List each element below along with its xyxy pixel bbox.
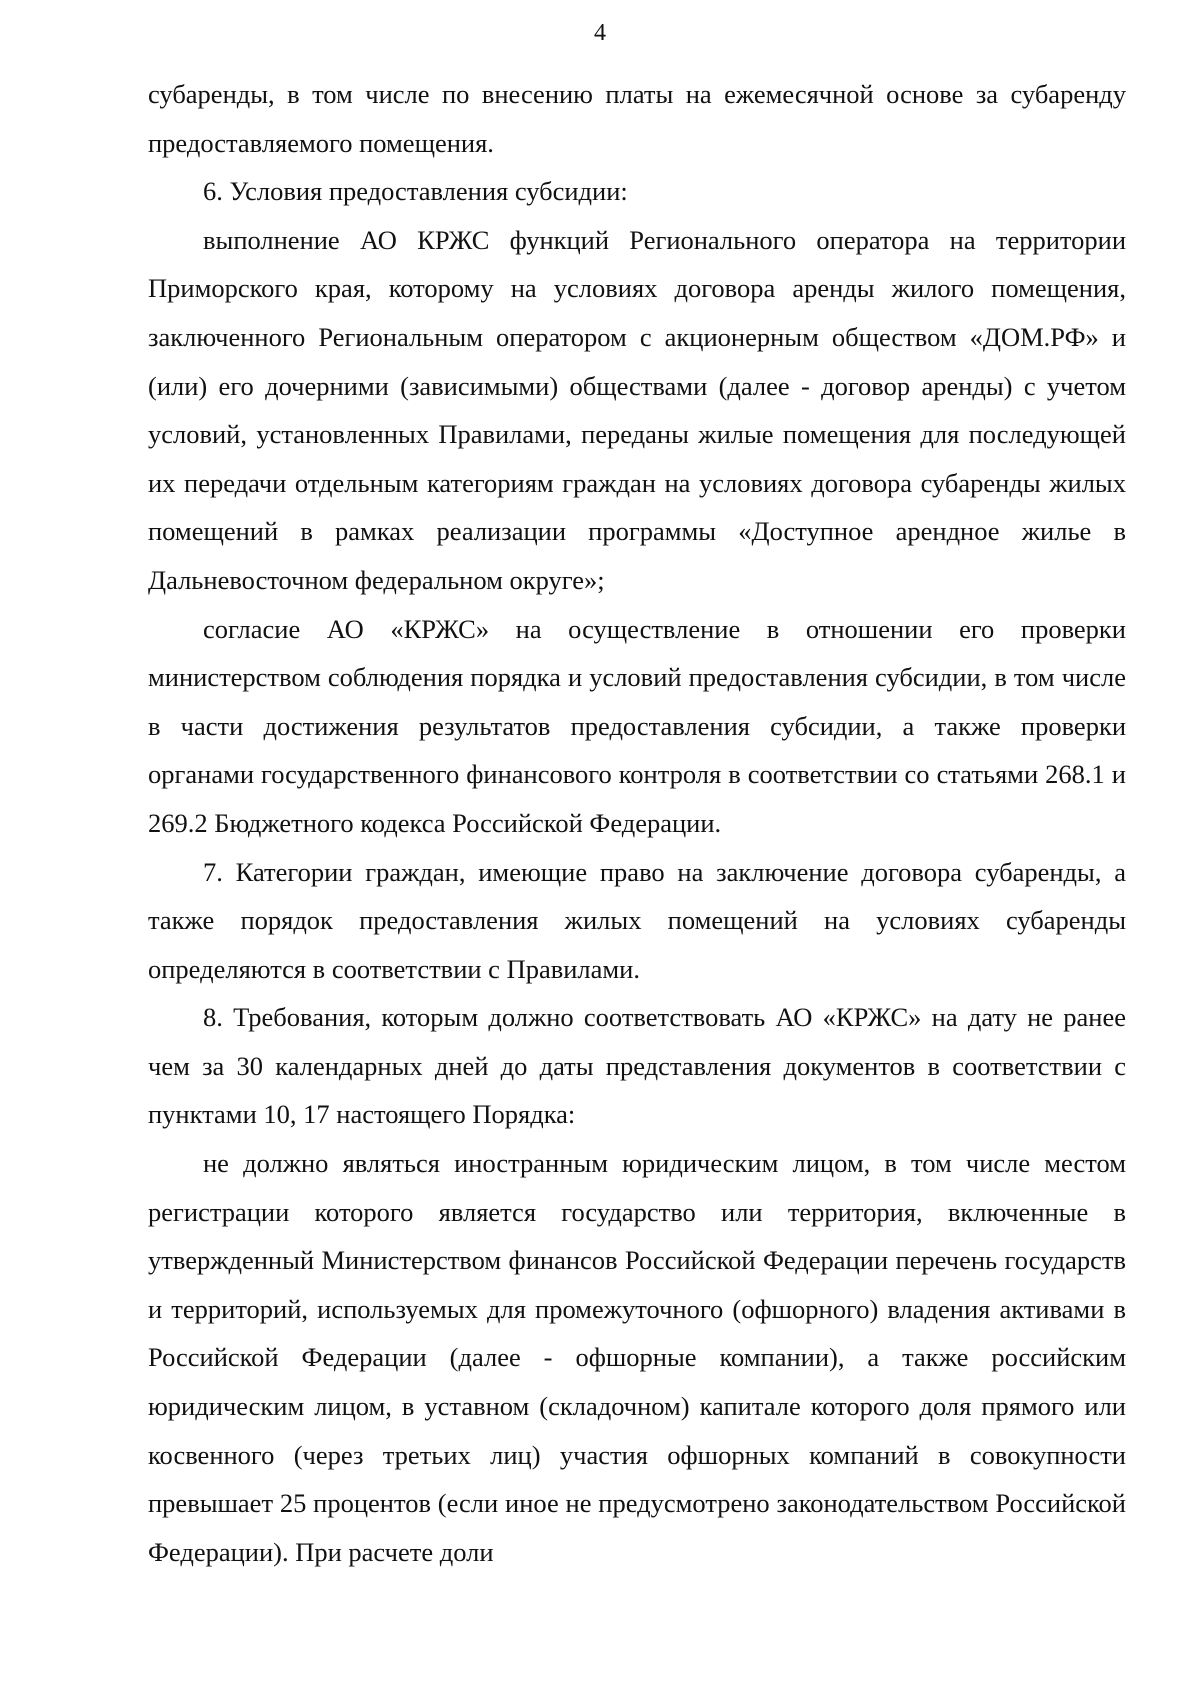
paragraph-6-condition-2: согласие АО «КРЖС» на осуществление в отношении его проверки министерством соблюдения порядка и условий предоставления субсидии, в том числе в части достижения результатов предоставления субсидии, а также проверки органами государственного финансового контроля в соответствии со статьями 268.1 и 269.2 Бюджетного кодекса Российской Федерации. bbox=[148, 613, 1126, 838]
paragraph-7: 7. Категории граждан, имеющие право на заключение договора субаренды, а также порядок предоставления жилых помещений на условиях субаренды определяются в соответствии с Правилами. bbox=[148, 856, 1126, 984]
document-body bbox=[148, 70, 1126, 1576]
paragraph-8-requirement-1: не должно являться иностранным юридическим лицом, в том числе местом регистрации которого является государство или территория, включенные в утвержденный Министерством финансов Российской Федерации перечень государств и территорий, используемых для промежуточного (офшорного) владения активами в Российской Федерации (далее - офшорные компании), а также российским юридическим лицом, в уставном (складочном) капитале которого доля прямого или косвенного (через третьих лиц) участия офшорных компаний в совокупности превышает 25 процентов (если иное не предусмотрено законодательством Российской Федерации). При расчете доли bbox=[148, 1148, 1126, 1567]
paragraph-8: 8. Требования, которым должно соответствовать АО «КРЖС» на дату не ранее чем за 30 календарных дней до даты представления документов в соответствии с пунктами 10, 17 настоящего Порядка: bbox=[148, 1002, 1126, 1130]
paragraph-continuation: субаренды, в том числе по внесению платы на ежемесячной основе за субаренду предоставляемого помещения. bbox=[148, 79, 1126, 158]
paragraph-6-heading: 6. Условия предоставления субсидии: bbox=[203, 176, 628, 207]
paragraph-6-condition-1: выполнение АО КРЖС функций Регионального оператора на территории Приморского края, которому на условиях договора аренды жилого помещения, заключенного Региональным оператором с акционерным обществом «ДОМ.РФ» и (или) его дочерними (зависимыми) обществами (далее - договор аренды) с учетом условий, установленных Правилами, переданы жилые помещения для последующей их передачи отдельным категориям граждан на условиях договора субаренды жилых помещений в рамках реализации программы «Доступное арендное жилье в Дальневосточном федеральном округе»; bbox=[148, 224, 1126, 595]
page-number: 4 bbox=[594, 20, 606, 46]
